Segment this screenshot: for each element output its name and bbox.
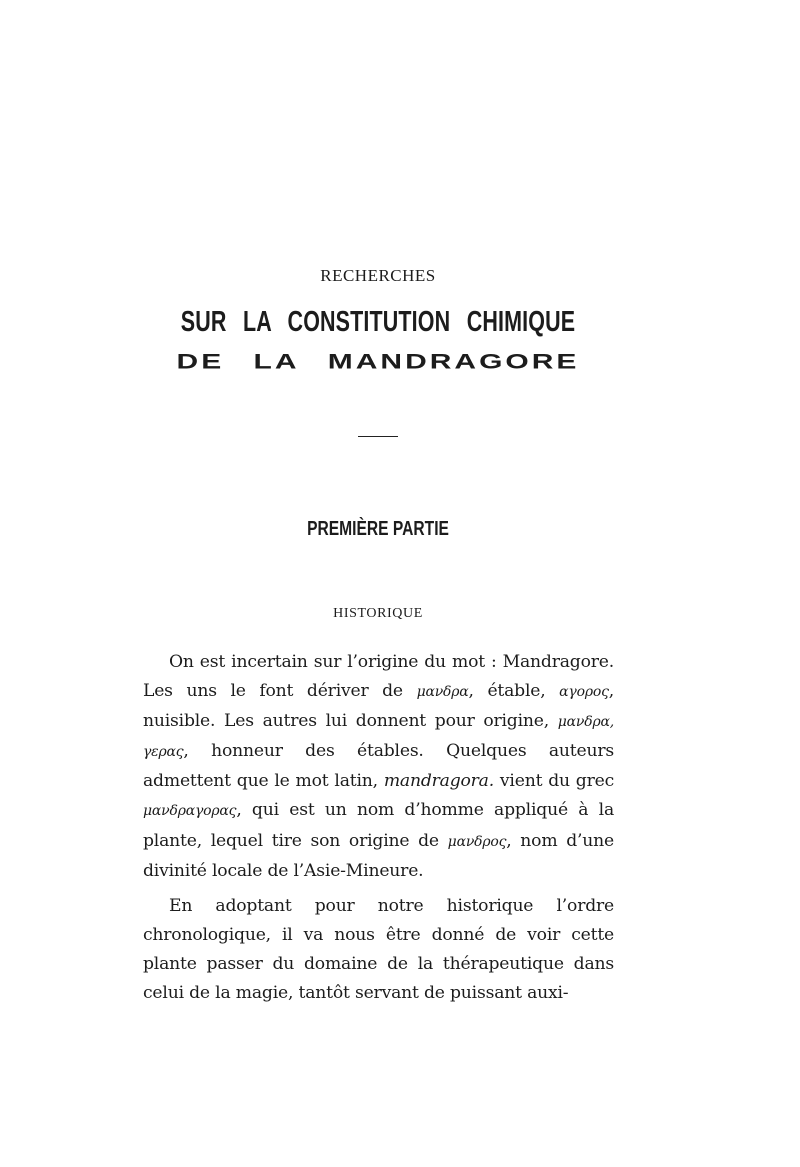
text-run: On est incertain sur l’origine du mot : Mandragore. Les uns le font dériver de: [143, 652, 614, 702]
latin-word: mandragora.: [383, 771, 494, 792]
title-line-constitution: SUR LA CONSTITUTION CHIMIQUE: [180, 306, 576, 338]
title-divider-rule: [358, 436, 398, 437]
paragraph-2: En adoptant pour notre historique l’ordre chronologique, il va nous être donné de voir cette plante passer du domaine de la thérapeutique dans celui de la magie, tantôt servant de puissant auxi-: [143, 895, 614, 1004]
title-line-mandragore: DE LA MANDRAGORE: [176, 350, 580, 374]
greek-word: μανδρος: [447, 833, 507, 850]
part-title: PREMIÈRE PARTIE: [307, 518, 449, 540]
body-text: [143, 648, 614, 1008]
text-run: , étable,: [468, 681, 560, 702]
text-run: , nuisible. Les autres lui donnent pour origine,: [143, 681, 614, 732]
greek-word: μανδρα: [416, 684, 469, 701]
greek-word: μανδραγορας: [143, 803, 237, 820]
title-line-recherches: RECHERCHES: [320, 266, 436, 285]
text-run: , honneur des étables. Quelques auteurs admettent que le mot latin,: [143, 741, 614, 792]
text-run: vient du grec: [494, 771, 614, 792]
text-run: , nom d’une divinité locale de l’Asie-Mineure.: [143, 830, 614, 881]
greek-word: μανδρα, γερας: [143, 714, 614, 761]
section-title: HISTORIQUE: [333, 606, 423, 621]
text-run: , qui est un nom d’homme appliqué à la plante, lequel tire son origine de: [143, 800, 614, 851]
paragraph-1: [143, 648, 614, 886]
greek-word: αγορος: [559, 684, 609, 701]
